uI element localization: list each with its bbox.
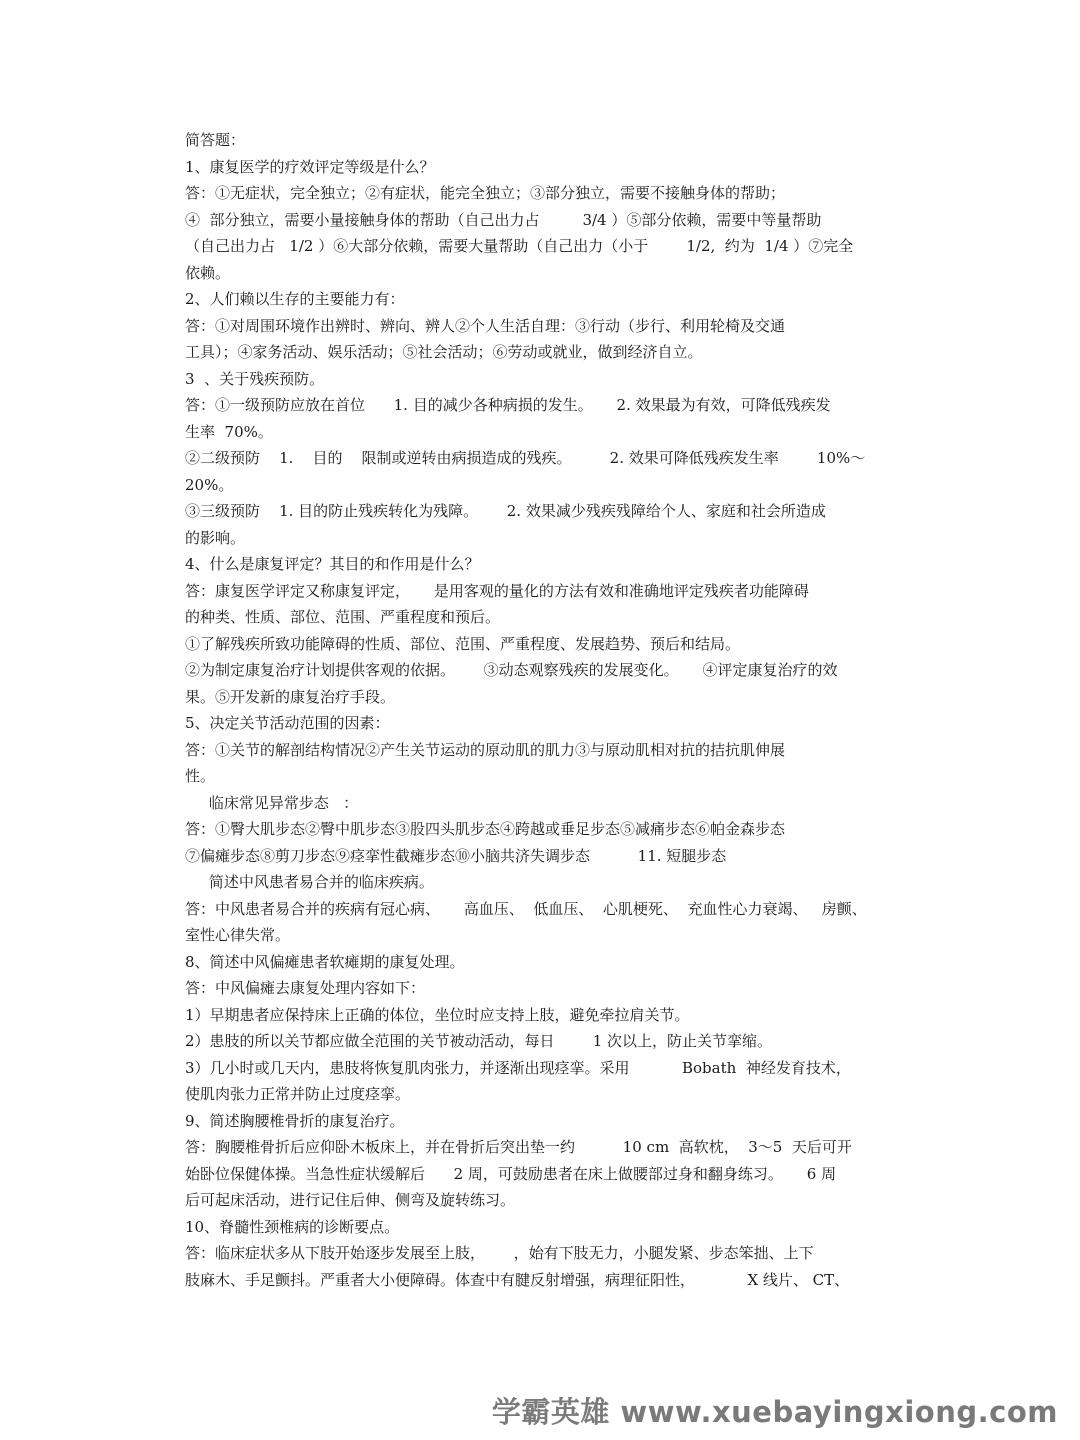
text-line: 答：①关节的解剖结构情况②产生关节运动的原动肌的肌力③与原动肌相对抗的拮抗肌伸展 <box>185 740 786 759</box>
text-line: 的种类、性质、部位、范围、严重程度和预后。 <box>185 608 501 626</box>
text-line: 8、简述中风偏瘫患者软瘫期的康复处理。 <box>185 952 465 971</box>
text-line: 后可起床活动，进行记住后伸、侧弯及旋转练习。 <box>185 1191 516 1209</box>
text-line: 简述中风患者易合并的临床疾病。 <box>185 873 434 891</box>
text-line: ③三级预防 1. 目的防止残疾转化为残障。 2. 效果减少残疾残障给个人、家庭和社会所造成 <box>185 502 826 520</box>
text-line: 性。 <box>185 767 216 785</box>
text-line: ④ 部分独立，需要小量接触身体的帮助（自己出力占 3/4 ）⑤部分依赖，需要中等量帮助 <box>185 210 822 229</box>
text-line: 答：①一级预防应放在首位 1. 目的减少各种病损的发生。 2. 效果最为有效，可降低残疾发 <box>185 396 831 414</box>
text-line: 室性心律失常。 <box>185 926 291 944</box>
text-line: 果。⑤开发新的康复治疗手段。 <box>185 687 396 706</box>
text-line: ⑦偏瘫步态⑧剪刀步态⑨痉挛性截瘫步态⑩小脑共济失调步态 11. 短腿步态 <box>185 846 727 865</box>
text-line: 答：临床症状多从下肢开始逐步发展至上肢， ，始有下肢无力，小腿发紧、步态笨拙、上下 <box>185 1244 814 1262</box>
text-line: 2）患肢的所以关节都应做全范围的关节被动活动，每日 1 次以上，防止关节挛缩。 <box>185 1032 773 1050</box>
text-line: 答：①对周围环境作出辨时、辨向、辨人②个人生活自理：③行动（步行、利用轮椅及交通 <box>185 316 786 335</box>
text-line: 20%。 <box>185 475 234 494</box>
text-line: 9、简述胸腰椎骨折的康复治疗。 <box>185 1111 405 1130</box>
text-line: ②二级预防 1. 目的 限制或逆转由病损造成的残疾。 2. 效果可降低残疾发生率 10%～ <box>185 449 866 467</box>
watermark: 学霸英雄 www.xuebayingxiong.com <box>491 1395 1058 1429</box>
text-line: 10、脊髓性颈椎病的诊断要点。 <box>185 1217 400 1236</box>
text-line: 肢麻木、手足颤抖。严重者大小便障碍。体查中有腱反射增强，病理征阳性， X 线片、 CT、 <box>185 1270 850 1289</box>
text-line: 1、康复医学的疗效评定等级是什么？ <box>185 157 435 176</box>
text-line: 3）几小时或几天内，患肢将恢复肌肉张力，并逐渐出现痉挛。采用 Bobath 神经发育技术， <box>185 1058 851 1077</box>
text-line: 生率 70%。 <box>185 422 273 441</box>
text-line: 3 、关于残疾预防。 <box>185 369 325 388</box>
text-line: 2、人们赖以生存的主要能力有： <box>185 290 405 308</box>
text-line: 1）早期患者应保持床上正确的体位，坐位时应支持上肢，避免牵拉肩关节。 <box>185 1005 690 1024</box>
text-line: ②为制定康复治疗计划提供客观的依据。 ③动态观察残疾的发展变化。 ④评定康复治疗的效 <box>185 661 838 679</box>
text-line: 工具）；④家务活动、娱乐活动；⑤社会活动；⑥劳动或就业，做到经济自立。 <box>185 343 703 361</box>
text-line: 答：①臀大肌步态②臀中肌步态③股四头肌步态④跨越或垂足步态⑤减痛步态⑥帕金森步态 <box>185 820 786 838</box>
document-body <box>185 127 915 1293</box>
text-line: 依赖。 <box>185 263 231 282</box>
text-line: 的影响。 <box>185 528 246 547</box>
text-line: ①了解残疾所致功能障碍的性质、部位、范围、严重程度、发展趋势、预后和结局。 <box>185 634 741 653</box>
text-line: 4、什么是康复评定？其目的和作用是什么？ <box>185 555 480 573</box>
text-line: 答：中风偏瘫去康复处理内容如下： <box>185 979 426 997</box>
text-line: 答：中风患者易合并的疾病有冠心病、 高血压、 低血压、 心肌梗死、 充血性心力衰竭、 房颤、 <box>185 899 867 918</box>
text-line: 临床常见异常步态 ： <box>185 793 359 812</box>
text-line: 5、决定关节活动范围的因素： <box>185 714 390 732</box>
text-line: 答：康复医学评定又称康复评定， 是用客观的量化的方法有效和准确地评定残疾者功能障碍 <box>185 581 809 600</box>
text-line: 答：胸腰椎骨折后应仰卧木板床上，并在骨折后突出垫一约 10 cm 高软枕， 3～5 天后可开 <box>185 1138 852 1156</box>
text-line: （自己出力占 1/2 ）⑥大部分依赖，需要大量帮助（自己出力（小于 1/2, 约为 1/4 ）⑦完全 <box>185 237 854 255</box>
text-line: 始卧位保健体操。当急性症状缓解后 2 周，可鼓励患者在床上做腰部过身和翻身练习。 6 周 <box>185 1164 837 1183</box>
text-line: 简答题： <box>185 131 246 149</box>
text-line: 使肌肉张力正常并防止过度痉挛。 <box>185 1085 411 1103</box>
text-line: 答：①无症状，完全独立；②有症状，能完全独立；③部分独立，需要不接触身体的帮助； <box>185 184 786 202</box>
